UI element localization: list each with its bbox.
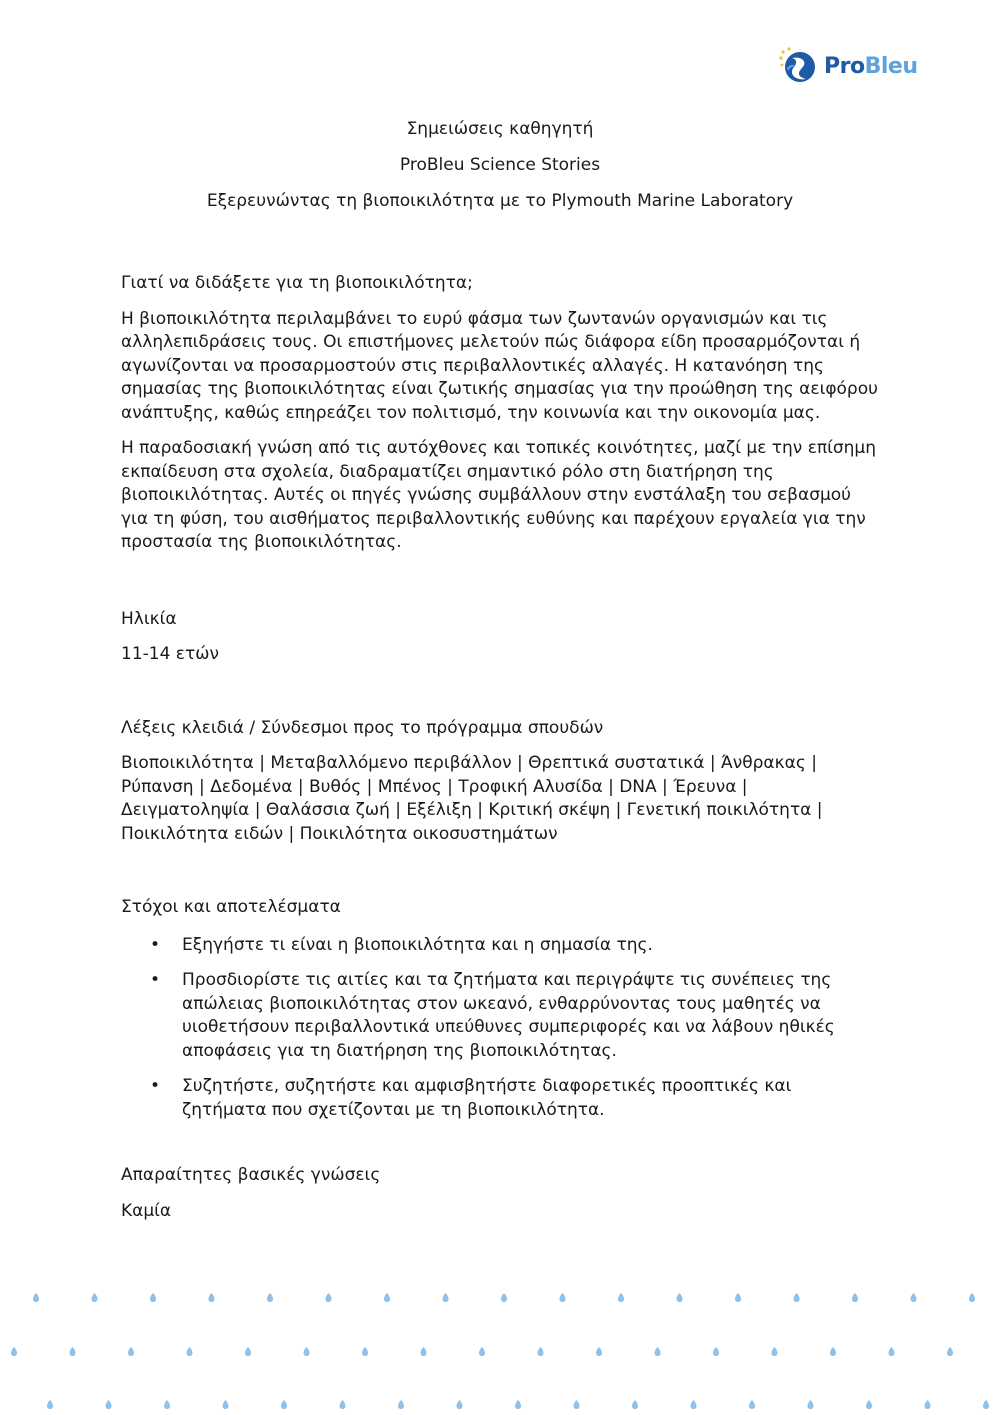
droplet-icon [866,1400,872,1409]
droplet-icon [538,1347,544,1356]
bullet-icon: • [150,970,161,990]
droplet-icon [479,1347,485,1356]
logo-wordmark [824,54,918,79]
keywords-list: Βιοποικιλότητα | Μεταβαλλόμενο περιβάλλον | Θρεπτικά συστατικά | Άνθρακας | Ρύπανση | Δεδομένα | Βυθός | Μπένος | Τροφική Αλυσίδα | DNA | Έρευνα | Δειγματοληψία | Θαλάσσια ζωή | Εξέλιξη | Κριτική σκέψη | Γενετική ποικιλότητα | Ποικιλότητα ειδών | Ποικιλότητα οικοσυστημάτων [121,753,823,844]
droplet-icon [281,1400,287,1409]
droplet-icon [735,1293,741,1302]
prerequisites-heading: Απαραίτητες βασικές γνώσεις [121,1165,381,1185]
why-heading: Γιατί να διδάξετε για τη βιοποικιλότητα; [121,273,473,293]
objectives-heading: Στόχοι και αποτελέσματα [121,897,341,917]
droplet-icon [794,1293,800,1302]
droplet-icon [106,1400,112,1409]
droplet-icon [852,1293,858,1302]
why-paragraph-1: Η βιοποικιλότητα περιλαμβάνει το ευρύ φάσμα των ζωντανών οργανισμών και τις αλληλεπιδράσεις τους. Οι επιστήμονες μελετούν πώς διάφορα είδη προσαρμόζονται ή αγωνίζονται να προσαρμοστούν στις περιβαλλοντικές αλλαγές. Η κατανόηση της σημασίας της βιοποικιλότητας είναι ζωτικής σημασίας για την προώθηση της αειφόρου ανάπτυξης, καθώς επηρεάζει τον πολιτισμό, την κοινωνία και την οικονομία μας. [121,308,878,423]
droplet-icon [772,1347,778,1356]
droplet-icon [267,1293,273,1302]
logo-text-pro: Pro [824,53,865,79]
droplet-icon [209,1293,215,1302]
document-header [0,118,1000,226]
prerequisites-value: Καμία [121,1200,172,1221]
droplet-pattern-icon [0,1280,1000,1415]
droplet-icon [808,1400,814,1409]
age-heading: Ηλικία [121,608,177,629]
keywords-heading: Λέξεις κλειδιά / Σύνδεσμοι προς το πρόγραμμα σπουδών [121,717,604,738]
droplet-icon [92,1293,98,1302]
bullet-icon: • [150,934,161,955]
droplet-icon [655,1347,661,1356]
droplet-icon [70,1347,76,1356]
droplet-icon [947,1347,953,1356]
droplet-icon [457,1400,463,1409]
droplet-icon [245,1347,251,1356]
droplet-icon [398,1400,404,1409]
droplet-icon [889,1347,895,1356]
droplet-icon [33,1293,39,1302]
droplet-icon [11,1347,17,1356]
droplet-icon [384,1293,390,1302]
why-paragraph-2: Η παραδοσιακή γνώση από τις αυτόχθονες και τοπικές κοινότητες, μαζί με την επίσημη εκπαίδευση στα σχολεία, διαδραματίζει σημαντικό ρόλο στη διατήρηση της βιοποικιλότητας. Αυτές οι πηγές γνώσης συμβάλλουν στην ενστάλαξη του σεβασμού για τη φύση, του αισθήματος περιβαλλοντικής ευθύνης και παρέχουν εργαλεία για την προστασία της βιοποικιλότητας. [121,438,877,552]
bullet-icon: • [150,1076,161,1096]
droplet-icon [596,1347,602,1356]
droplet-icon [983,1400,989,1409]
droplet-icon [632,1400,638,1409]
list-item [121,1075,881,1122]
objectives-list [121,934,881,1123]
droplet-icon [911,1293,917,1302]
droplet-icon [713,1347,719,1356]
objective-text: Προσδιορίστε τις αιτίες και τα ζητήματα και περιγράψτε τις συνέπειες της απώλειας βιοποικιλότητας στον ωκεανό, ενθαρρύνοντας τους μαθητές να υιοθετήσουν περιβαλλοντικά υπεύθυνες συμπεριφορές και να λάβουν ηθικές αποφάσεις για τη διατήρηση της βιοποικιλότητας. [182,970,835,1061]
list-item [121,934,881,958]
list-item [121,969,881,1063]
droplet-icon [340,1400,346,1409]
droplet-icon [618,1293,624,1302]
droplet-icon [362,1347,368,1356]
droplet-icon [128,1347,134,1356]
droplet-icon [691,1400,697,1409]
header-series: ProBleu Science Stories [399,155,601,175]
droplet-icon [421,1347,427,1356]
droplet-icon [150,1293,156,1302]
probleu-logo-icon [778,46,818,86]
droplet-icon [164,1400,170,1409]
droplet-icon [223,1400,229,1409]
droplet-icon [304,1347,310,1356]
header-title: Εξερευνώντας τη βιοποικιλότητα με το Plymouth Marine Laboratory [206,191,794,211]
header-doc-type: Σημειώσεις καθηγητή [406,119,594,139]
droplet-icon [969,1293,975,1302]
droplet-icon [326,1293,332,1302]
droplet-icon [515,1400,521,1409]
objective-text: Εξηγήστε τι είναι η βιοποικιλότητα και η σημασία της. [182,934,653,955]
droplet-icon [830,1347,836,1356]
logo-text-bleu: Bleu [864,53,918,79]
document-body [121,272,881,1223]
droplet-icon [560,1293,566,1302]
droplet-icon [677,1293,683,1302]
droplet-icon [925,1400,931,1409]
droplet-icon [574,1400,580,1409]
probleu-logo [778,44,923,88]
droplet-icon [47,1400,53,1409]
droplet-icon [443,1293,449,1302]
age-value: 11-14 ετών [121,644,219,664]
droplet-icon [749,1400,755,1409]
objective-text: Συζητήστε, συζητήστε και αμφισβητήστε διαφορετικές προοπτικές και ζητήματα που σχετίζονται με τη βιοποικιλότητα. [182,1076,792,1120]
droplet-icon [501,1293,507,1302]
droplet-icon [187,1347,193,1356]
